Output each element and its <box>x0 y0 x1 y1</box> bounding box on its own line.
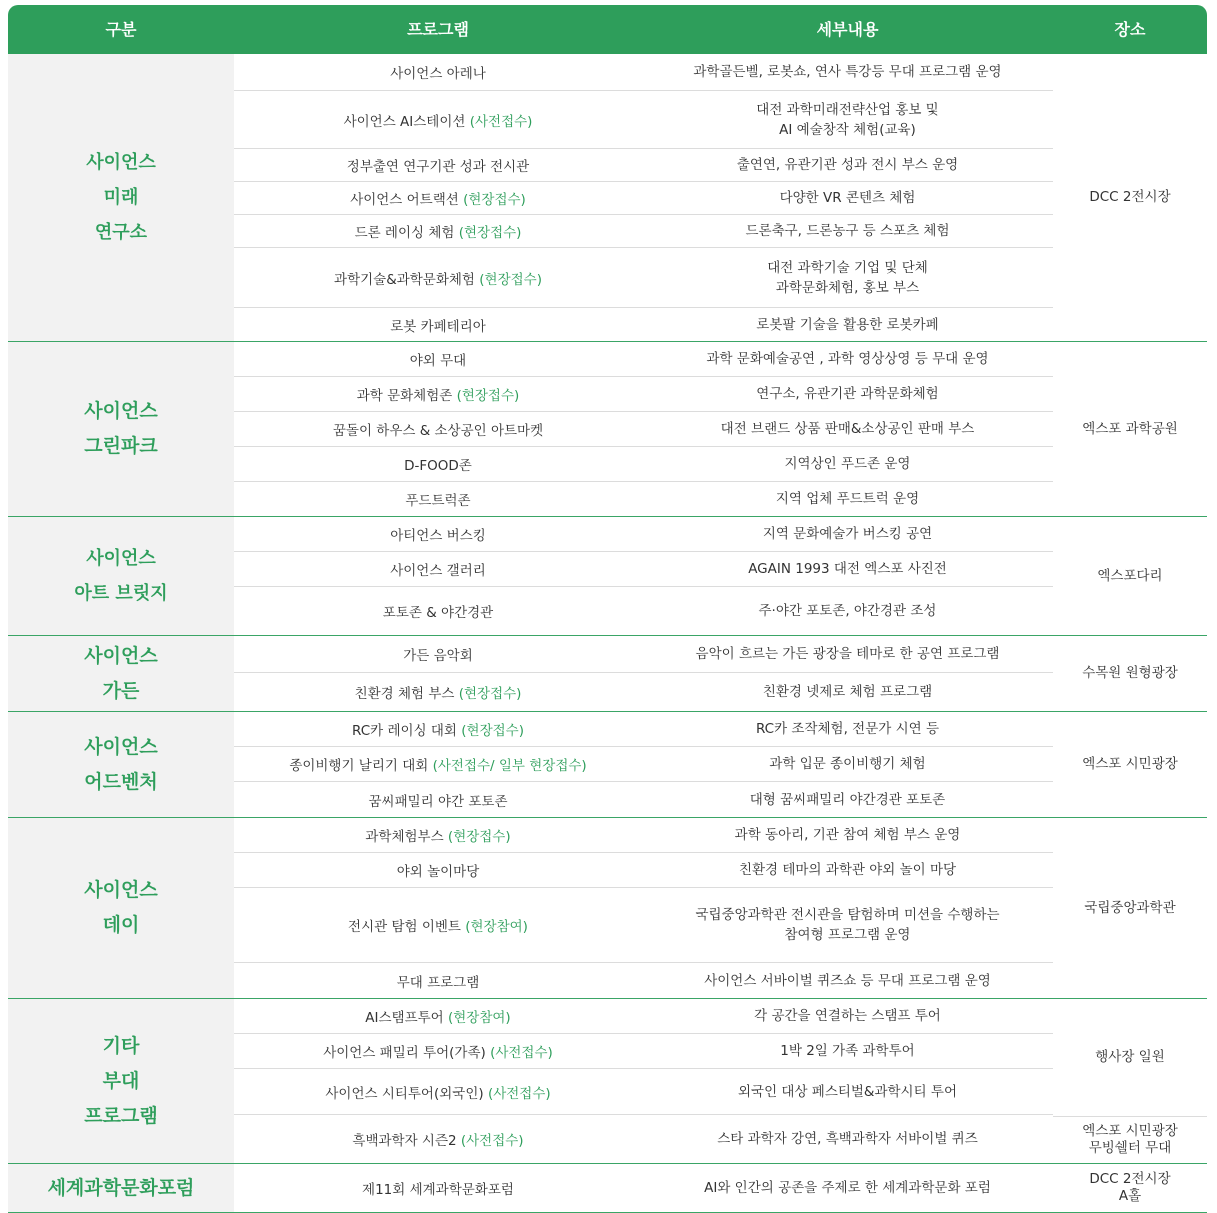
table-row <box>234 1034 1053 1069</box>
program-name: 야외 무대 <box>409 353 467 369</box>
registration-note: (사전접수/ 일부 현장접수) <box>432 758 587 774</box>
category-cell <box>8 342 234 516</box>
program-name: 꿈돌이 하우스 & 소상공인 아트마켓 <box>332 423 544 439</box>
place-cell: DCC 2전시장 A홀 <box>1089 1171 1171 1204</box>
detail-cell: 대형 꿈씨패밀리 야간경관 포토존 <box>749 791 946 808</box>
table-row <box>234 342 1053 377</box>
place-cell: 엑스포다리 <box>1097 567 1163 584</box>
table-row <box>234 747 1053 782</box>
program-cell <box>234 384 642 404</box>
program-name: 종이비행기 날리기 대회 <box>289 758 429 774</box>
detail-cell: 국립중앙과학관 전시관을 탐험하며 미션을 수행하는 참여형 프로그램 운영 <box>695 907 1000 943</box>
section <box>8 1164 1207 1213</box>
category-cell <box>8 517 234 635</box>
registration-note: (사전접수) <box>460 1133 524 1149</box>
detail-cell: 대전 과학기술 기업 및 단체 과학문화체험, 홍보 부스 <box>767 259 928 296</box>
table-row <box>234 853 1053 888</box>
table-row <box>234 587 1053 635</box>
table-row <box>234 888 1053 963</box>
program-cell <box>234 315 642 335</box>
detail-cell: 사이언스 서바이벌 퀴즈쇼 등 무대 프로그램 운영 <box>704 972 991 989</box>
table-row <box>234 1164 1053 1212</box>
table-row <box>234 673 1053 711</box>
program-table <box>8 5 1207 1213</box>
table-row <box>234 1069 1053 1115</box>
program-cell <box>234 221 642 241</box>
program-name: 사이언스 패밀리 투어(가족) <box>323 1045 486 1061</box>
program-name: 사이언스 AI스테이션 <box>343 113 466 130</box>
table-row <box>234 818 1053 853</box>
category-cell <box>8 999 234 1163</box>
registration-note: (현장접수) <box>447 829 511 845</box>
category-cell <box>8 712 234 817</box>
program-name: 꿈씨패밀리 야간 포토존 <box>368 793 508 810</box>
place-cell: 행사장 일원 <box>1053 999 1207 1117</box>
table-row <box>234 182 1053 215</box>
table-row <box>234 377 1053 412</box>
detail-cell: 과학골든벨, 로봇쇼, 연사 특강등 무대 프로그램 운영 <box>693 64 1002 80</box>
category-label: 기타 부대 프로그램 <box>84 1034 158 1127</box>
detail-cell: 다양한 VR 콘텐츠 체험 <box>779 190 916 206</box>
table-row <box>234 517 1053 552</box>
program-cell <box>234 1129 642 1149</box>
table-row <box>234 1115 1053 1163</box>
table-row <box>234 248 1053 308</box>
registration-note: (현장참여) <box>448 1010 511 1026</box>
table-row <box>234 308 1053 341</box>
registration-note: (현장접수) <box>479 271 542 288</box>
registration-note: (현장접수) <box>456 388 520 404</box>
table-row <box>234 782 1053 817</box>
header-place: 장소 <box>1114 20 1146 39</box>
program-name: 사이언스 아레나 <box>390 66 486 82</box>
program-name: 사이언스 어트랙션 <box>350 192 459 208</box>
table-row <box>234 963 1053 998</box>
detail-cell: 연구소, 유관기관 과학문화체험 <box>756 386 939 402</box>
detail-cell: 로봇팔 기술을 활용한 로봇카페 <box>756 316 939 333</box>
category-cell <box>8 1164 234 1212</box>
program-cell <box>234 1178 642 1198</box>
program-name: 아티언스 버스킹 <box>390 528 486 544</box>
category-label: 사이언스 가든 <box>84 644 158 702</box>
program-cell <box>234 349 642 369</box>
category-label: 사이언스 아트 브릿지 <box>74 548 168 604</box>
detail-cell: 드론축구, 드론농구 등 스포츠 체험 <box>745 223 950 239</box>
program-cell <box>234 790 642 810</box>
section <box>8 342 1207 517</box>
detail-cell: 각 공간을 연결하는 스탬프 투어 <box>754 1008 941 1024</box>
registration-note: (사전접수) <box>487 1085 551 1102</box>
program-cell <box>234 188 642 208</box>
table-row <box>234 636 1053 673</box>
program-name: 푸드트럭존 <box>405 493 471 509</box>
table-row <box>234 447 1053 482</box>
program-cell <box>234 419 642 439</box>
program-cell <box>234 682 642 702</box>
section <box>8 818 1207 999</box>
registration-note: (사전접수) <box>490 1045 553 1061</box>
program-cell <box>234 601 642 621</box>
registration-note: (현장접수) <box>463 192 526 208</box>
detail-cell: 친환경 테마의 과학관 야외 놀이 마당 <box>738 862 957 878</box>
program-cell <box>234 155 642 175</box>
table-row <box>234 149 1053 182</box>
detail-cell: 지역 업체 푸드트럭 운영 <box>775 491 920 507</box>
program-name: 가든 음악회 <box>403 648 473 664</box>
registration-note: (사전접수) <box>469 113 533 130</box>
program-cell <box>234 268 642 288</box>
program-name: 정부출연 연구기관 성과 전시관 <box>346 159 530 175</box>
header-program: 프로그램 <box>407 20 469 39</box>
section <box>8 712 1207 818</box>
program-cell <box>234 860 642 880</box>
program-name: 포토존 & 야간경관 <box>382 605 494 621</box>
registration-note: (현장접수) <box>458 686 522 702</box>
program-name: 드론 레이싱 체험 <box>354 225 455 241</box>
category-label: 사이언스 그린파크 <box>84 400 158 457</box>
program-name: 과학기술&과학문화체험 <box>334 271 475 288</box>
program-cell <box>234 489 642 509</box>
table-header <box>8 5 1207 54</box>
category-label: 사이언스 어드벤처 <box>84 735 158 793</box>
detail-cell: 친환경 넷제로 체험 프로그램 <box>762 684 933 700</box>
table-row <box>234 712 1053 747</box>
table-row <box>234 999 1053 1034</box>
category-cell <box>8 636 234 711</box>
registration-note: (현장접수) <box>461 723 524 739</box>
detail-cell: 과학 문화예술공연 , 과학 영상상영 등 무대 운영 <box>706 351 989 367</box>
header-category: 구분 <box>105 20 137 39</box>
program-name: 야외 놀이마당 <box>396 864 480 880</box>
header-detail: 세부내용 <box>816 20 879 39</box>
table-body <box>8 54 1207 1213</box>
detail-cell: 과학 동아리, 기관 참여 체험 부스 운영 <box>734 827 961 843</box>
table-row <box>234 482 1053 516</box>
program-name: 사이언스 갤러리 <box>390 563 486 579</box>
place-cell: 엑스포 과학공원 <box>1082 420 1178 437</box>
program-name: 제11회 세계과학문화포럼 <box>362 1182 514 1198</box>
program-cell <box>234 1082 642 1102</box>
category-label: 사이언스 미래 연구소 <box>86 152 156 243</box>
place-cell: 엑스포 시민광장 <box>1082 756 1178 772</box>
program-name: D-FOOD존 <box>404 458 472 474</box>
table-row <box>234 412 1053 447</box>
detail-cell: 과학 입문 종이비행기 체험 <box>769 756 926 772</box>
program-cell <box>234 524 642 544</box>
program-name: 무대 프로그램 <box>396 974 480 991</box>
category-cell <box>8 54 234 341</box>
program-cell <box>234 454 642 474</box>
detail-cell: 대전 브랜드 상품 판매&소상공인 판매 부스 <box>720 421 975 437</box>
detail-cell: 스타 과학자 강연, 흑백과학자 서바이벌 퀴즈 <box>717 1131 978 1147</box>
program-name: 과학 문화체험존 <box>356 388 453 404</box>
detail-cell: AI와 인간의 공존을 주제로 한 세계과학문화 포럼 <box>704 1180 991 1196</box>
program-cell <box>234 110 642 130</box>
section <box>8 517 1207 636</box>
table-row <box>234 215 1053 248</box>
program-cell <box>234 644 642 664</box>
program-name: 친환경 체험 부스 <box>354 686 455 702</box>
program-name: 흑백과학자 시즌2 <box>352 1133 457 1149</box>
program-name: AI스탬프투어 <box>365 1010 444 1026</box>
program-cell <box>234 1041 642 1061</box>
program-cell <box>234 559 642 579</box>
program-name: RC카 레이싱 대회 <box>352 723 457 739</box>
table-row <box>234 552 1053 587</box>
place-cell: 국립중앙과학관 <box>1084 899 1176 916</box>
detail-cell: 1박 2일 가족 과학투어 <box>780 1043 915 1059</box>
place-cell: 수목원 원형광장 <box>1082 665 1178 681</box>
place-cell: 엑스포 시민광장 무빙쉘터 무대 <box>1082 1123 1178 1156</box>
program-cell <box>234 915 642 935</box>
program-cell <box>234 971 642 991</box>
program-name: 로봇 카페테리아 <box>390 318 486 335</box>
category-cell <box>8 818 234 998</box>
table-row <box>234 54 1053 91</box>
detail-cell: 지역상인 푸드존 운영 <box>784 456 911 472</box>
place-cell: DCC 2전시장 <box>1089 189 1171 205</box>
table-row <box>234 91 1053 149</box>
detail-cell: 출연연, 유관기관 성과 전시 부스 운영 <box>736 157 959 173</box>
detail-cell: 외국인 대상 페스티벌&과학시티 투어 <box>737 1083 957 1100</box>
detail-cell: 지역 문화예술가 버스킹 공연 <box>762 526 933 542</box>
section <box>8 999 1207 1164</box>
program-name: 사이언스 시티투어(외국인) <box>325 1085 484 1102</box>
program-cell <box>234 1006 642 1026</box>
detail-cell: RC카 조작체험, 전문가 시연 등 <box>755 721 940 737</box>
section <box>8 54 1207 342</box>
section <box>8 636 1207 712</box>
program-cell <box>234 719 642 739</box>
program-name: 과학체험부스 <box>365 829 444 845</box>
detail-cell: 대전 과학미래전략산업 홍보 및 AI 예술창작 체험(교육) <box>756 101 939 138</box>
detail-cell: 주·야간 포토존, 야간경관 조성 <box>758 603 937 619</box>
detail-cell: 음악이 흐르는 가든 광장을 테마로 한 공연 프로그램 <box>695 646 1000 662</box>
category-label: 세계과학문화포럼 <box>47 1176 195 1199</box>
program-cell <box>234 754 642 774</box>
detail-cell: AGAIN 1993 대전 엑스포 사진전 <box>748 561 947 577</box>
registration-note: (현장접수) <box>458 225 522 241</box>
registration-note: (현장참여) <box>465 919 528 935</box>
category-label: 사이언스 데이 <box>84 879 158 936</box>
program-cell <box>234 825 642 845</box>
program-cell <box>234 62 642 82</box>
program-name: 전시관 탐험 이벤트 <box>348 919 461 935</box>
